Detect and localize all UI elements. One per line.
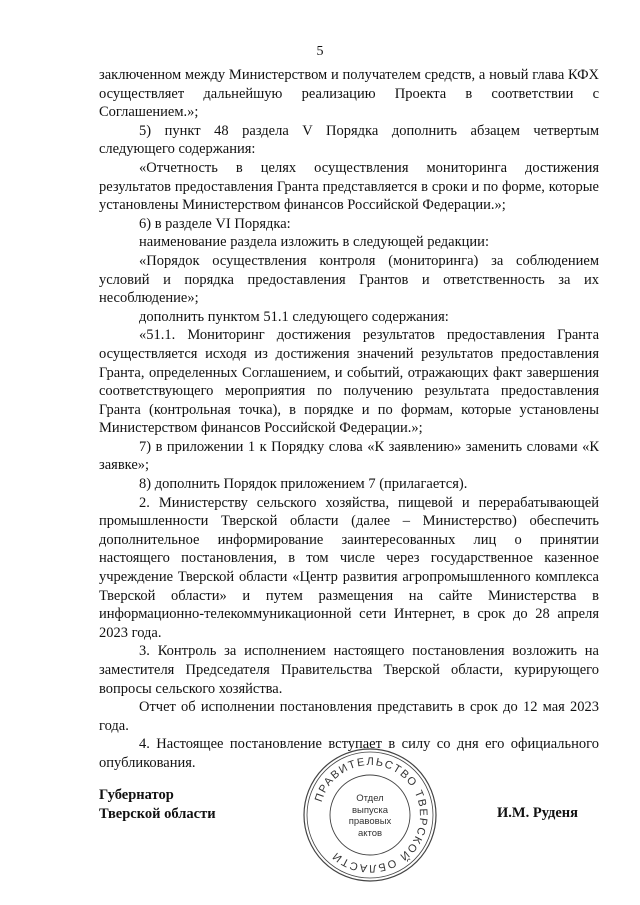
paragraph: 8) дополнить Порядок приложением 7 (прилагается). [139,476,468,493]
signatory-name: И.М. Руденя [497,805,579,821]
paragraph: 3. Контроль за исполнением настоящего постановления возложить на заместителя Председателя Правительства Тверской области, курирующего вопросы сельского хозяйства. [99,643,599,697]
paragraph: «Порядок осуществления контроля (мониторинга) за соблюдением условий и порядка предоставления Грантов и ответственность за их несоблюдение»; [99,252,599,307]
paragraph: наименование раздела изложить в следующей редакции: [139,234,489,251]
paragraph: 6) в разделе VI Порядка: [139,215,291,232]
stamp-ring-text: ПРАВИТЕЛЬСТВО ТВЕРСКОЙ ОБЛАСТИ [312,755,430,875]
signatory-region: Тверской области [99,806,216,822]
stamp-line: Отдел [356,793,384,804]
paragraph: 2. Министерству сельского хозяйства, пищевой и перерабатывающей промышленности Тверской области (далее – Министерство) обеспечить дополнительное информирование заинтересованных лиц о принятии настоящего постановления, в том числе через государственное казенное учреждение Тверской области «Центр развития агропромышленного комплекса Тверской области» и путем размещения на сайте Министерства в информационно-телекоммуникационной сети Интернет, в срок до 28 апреля 2023 года. [99,494,599,641]
signatory-title: Губернатор [99,787,174,803]
stamp-line: выпуска [351,804,389,816]
stamp-line: актов [357,827,383,839]
stamp-line: правовых [348,816,392,827]
paragraph: заключенном между Министерством и получателем средств, а новый глава КФХ осуществляет дальнейшую реализацию Проекта в соответствии с Соглашением.»; [99,67,599,121]
document-body [99,66,599,773]
paragraph: 5) пункт 48 раздела V Порядка дополнить абзацем четвертым следующего содержания: [99,122,599,158]
signatory-position [99,786,216,824]
paragraph: Отчет об исполнении постановления представить в срок до 12 мая 2023 года. [99,699,599,734]
paragraph: дополнить пунктом 51.1 следующего содержания: [139,308,449,325]
paragraph: «51.1. Мониторинг достижения результатов предоставления Гранта осуществляется исходя из достижения значений результатов предоставления Гранта, определенных Соглашением, и событий, отражающих факт завершения соответствующего мероприятия по получению результата предоставления Гранта (контрольная точка), в порядке и по формам, которые установлены Министерством финансов Российской Федерации.»; [99,327,599,437]
paragraph: 4. Настоящее постановление вступает в силу со дня его официального опубликования. [99,736,599,771]
paragraph: «Отчетность в целях осуществления мониторинга достижения результатов предоставления Гранта представляется в сроки и по форме, которые установлены Министерством финансов Российской Федерации.»; [99,159,599,214]
paragraph: 7) в приложении 1 к Порядку слова «К заявлению» заменить словами «К заявке»; [99,438,599,474]
page-number: 5 [316,44,324,59]
stamp-center-text [300,793,440,839]
official-stamp [300,745,440,885]
